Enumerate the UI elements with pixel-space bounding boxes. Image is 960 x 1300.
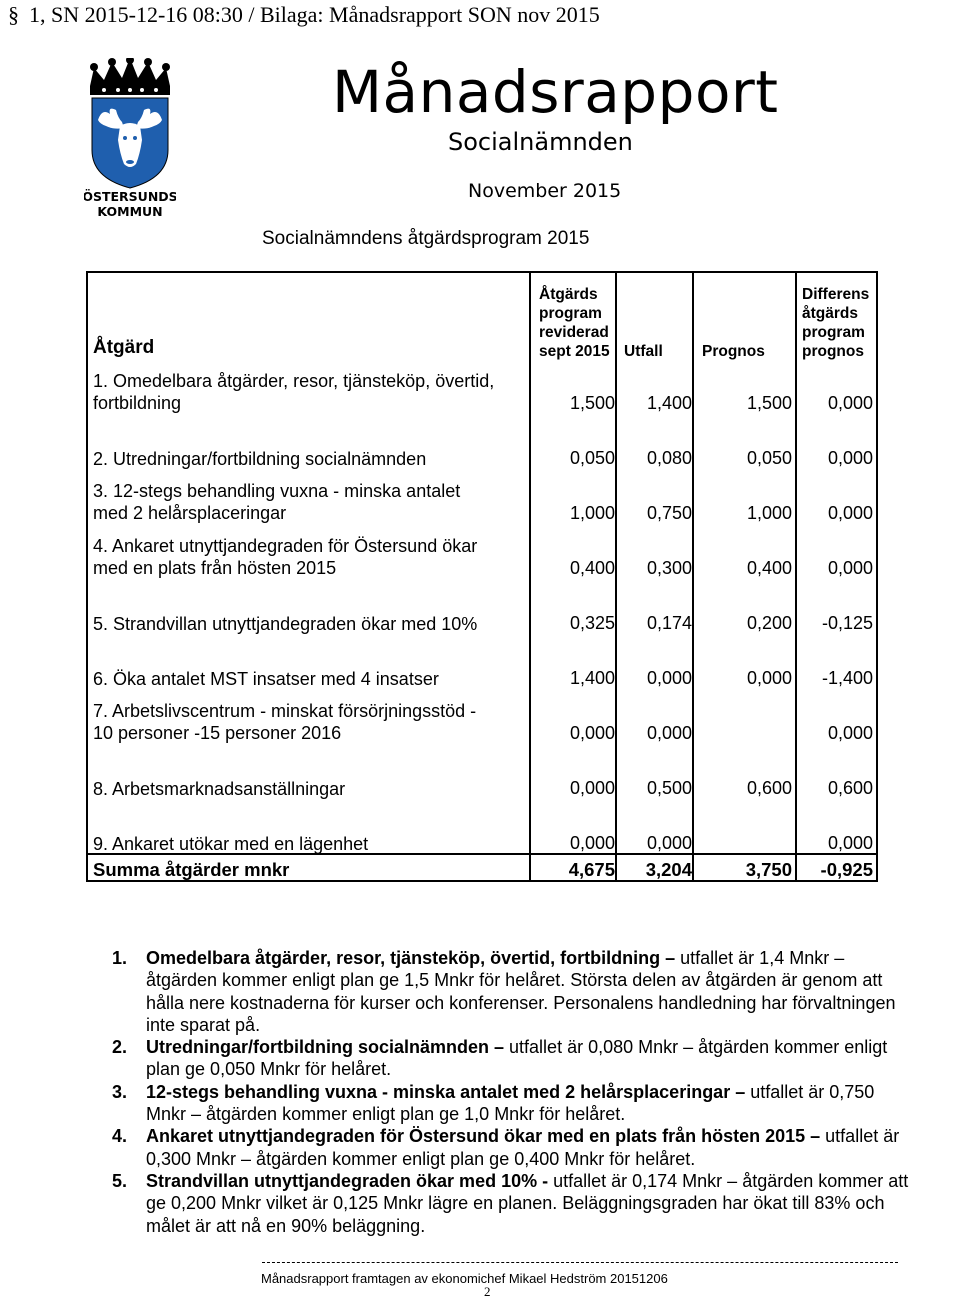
cell-differens: 0,000 — [827, 448, 873, 468]
row-label: 1. Omedelbara åtgärder, resor, tjänsteköp, övertid, fortbildning — [93, 371, 495, 413]
note-text: utfallet är 0,080 Mnkr – åtgärden kommer enligt plan ge 0,050 Mnkr för helåret. — [146, 1037, 888, 1080]
footer-text: Månadsrapport framtagen av ekonomichef Mikael Hedström 20151206 — [261, 1271, 668, 1286]
cell-utfall: 0,000 — [646, 833, 692, 853]
cell-prognos: 1,000 — [746, 503, 792, 523]
cell-utfall: 0,080 — [646, 448, 692, 468]
header-atgard: Åtgärd — [93, 337, 155, 358]
summary-label: Summa åtgärder mnkr — [93, 859, 290, 880]
program-title: Socialnämndens åtgärdsprogram 2015 — [262, 228, 590, 249]
cell-differens: 0,000 — [827, 833, 873, 853]
row-label: 3. 12-stegs behandling vuxna - minska antalet med 2 helårsplaceringar — [93, 481, 461, 523]
cell-reviderad: 0,400 — [569, 558, 615, 578]
note-number: 1. — [112, 948, 128, 968]
note-item — [112, 1036, 912, 1081]
row-label: 4. Ankaret utnyttjandegraden för Östersund ökar med en plats från hösten 2015 — [93, 536, 478, 578]
report-month: November 2015 — [468, 180, 622, 202]
summary-utfall: 3,204 — [645, 859, 692, 880]
header-reviderad: Åtgärds program reviderad sept 2015 — [539, 286, 610, 360]
cell-utfall: 0,174 — [646, 613, 692, 633]
cell-reviderad: 1,400 — [569, 668, 615, 688]
summary-differens: -0,925 — [820, 859, 873, 880]
cell-differens: 0,000 — [827, 503, 873, 523]
cell-prognos: 0,200 — [746, 613, 792, 633]
row-label: 5. Strandvillan utnyttjandegraden ökar med 10% — [93, 614, 478, 634]
cell-utfall: 0,750 — [646, 503, 692, 523]
cell-differens: -0,125 — [821, 613, 873, 633]
note-heading: Strandvillan utnyttjandegraden ökar med 10% - — [146, 1170, 549, 1191]
cell-reviderad: 0,000 — [569, 723, 615, 743]
cell-prognos: 0,050 — [746, 448, 792, 468]
section-symbol: § — [8, 2, 19, 27]
note-heading: Ankaret utnyttjandegraden för Östersund ökar med en plats från hösten 2015 – — [146, 1126, 821, 1147]
cell-utfall: 0,000 — [646, 668, 692, 688]
summary-prognos: 3,750 — [745, 859, 792, 880]
report-title: Månadsrapport — [332, 58, 779, 126]
summary-reviderad: 4,675 — [568, 859, 615, 880]
note-text: utfallet är 0,750 Mnkr – åtgärden kommer enligt plan ge 1,0 Mnkr för helåret. — [146, 1081, 875, 1125]
cell-differens: 0,000 — [827, 558, 873, 578]
cell-differens: 0,600 — [827, 778, 873, 798]
cell-differens: 0,000 — [827, 723, 873, 743]
ostersund-coat-of-arms-logo — [84, 58, 176, 218]
note-item — [112, 1081, 912, 1126]
cell-reviderad: 0,000 — [569, 833, 615, 853]
cell-utfall: 0,000 — [646, 723, 692, 743]
note-item — [112, 1170, 912, 1237]
cell-reviderad: 1,000 — [569, 503, 615, 523]
header-prognos: Prognos — [702, 343, 765, 360]
page-number: 2 — [484, 1284, 491, 1299]
note-number: 2. — [112, 1037, 128, 1058]
cell-utfall: 0,300 — [646, 558, 692, 578]
row-label: 6. Öka antalet MST insatser med 4 insatser — [93, 669, 439, 689]
cell-prognos: 0,400 — [746, 558, 792, 578]
note-number: 3. — [112, 1081, 128, 1102]
cell-reviderad: 0,000 — [569, 778, 615, 798]
cell-reviderad: 0,050 — [569, 448, 615, 468]
row-label: 2. Utredningar/fortbildning socialnämnden — [93, 449, 427, 469]
note-item — [112, 947, 912, 1036]
note-item — [112, 1125, 912, 1170]
report-subtitle: Socialnämnden — [448, 128, 633, 156]
row-label: 7. Arbetslivscentrum - minskat försörjningsstöd - 10 personer -15 personer 2016 — [93, 701, 477, 743]
note-text: utfallet är 1,4 Mnkr – åtgärden kommer enligt plan ge 1,5 Mnkr för helåret. Största delen av åtgärden är genom att hålla nere kostnaderna för kurser och konferenser. Personalens handledning har förvaltningen inte sparat på. — [146, 948, 896, 1035]
action-notes-list — [112, 947, 912, 1237]
cell-utfall: 1,400 — [646, 393, 692, 413]
crest-icon — [84, 58, 176, 218]
cell-prognos: 0,600 — [746, 778, 792, 798]
logo-text-line1: ÖSTERSUNDS — [84, 189, 176, 204]
action-program-table — [86, 271, 878, 882]
row-label: 8. Arbetsmarknadsanställningar — [93, 779, 346, 799]
cell-differens: -1,400 — [821, 668, 873, 688]
note-heading: 12-stegs behandling vuxna - minska antalet med 2 helårsplaceringar – — [146, 1081, 746, 1102]
footer-divider — [262, 1262, 898, 1263]
cell-utfall: 0,500 — [646, 778, 692, 798]
note-number: 5. — [112, 1170, 128, 1191]
note-text: utfallet är 0,300 Mnkr – åtgärden kommer enligt plan ge 0,400 Mnkr för helåret. — [146, 1126, 900, 1169]
header-utfall: Utfall — [624, 343, 663, 360]
reference-text: 1, SN 2015-12-16 08:30 / Bilaga: Månadsrapport SON nov 2015 — [29, 2, 600, 27]
cell-reviderad: 0,325 — [569, 613, 615, 633]
cell-reviderad: 1,500 — [569, 393, 615, 413]
note-heading: Omedelbara åtgärder, resor, tjänsteköp, övertid, fortbildning – — [146, 948, 676, 968]
column-divider — [615, 273, 617, 880]
note-number: 4. — [112, 1126, 128, 1147]
row-label: 9. Ankaret utökar med en lägenhet — [93, 834, 369, 854]
cell-prognos: 0,000 — [746, 668, 792, 688]
column-divider — [692, 273, 694, 880]
cell-differens: 0,000 — [827, 393, 873, 413]
note-text: utfallet är 0,174 Mnkr – åtgärden kommer att ge 0,200 Mnkr vilket är 0,125 Mnkr lägre en planen. Beläggningsgraden har ökat till 83% och målet är att nå en 90% beläggning. — [146, 1170, 909, 1236]
note-heading: Utredningar/fortbildning socialnämnden – — [146, 1037, 505, 1058]
header-differens: Differens åtgärds program prognos — [802, 286, 870, 360]
logo-text-line2: KOMMUN — [97, 204, 163, 218]
document-reference — [0, 2, 600, 28]
cell-prognos: 1,500 — [746, 393, 792, 413]
